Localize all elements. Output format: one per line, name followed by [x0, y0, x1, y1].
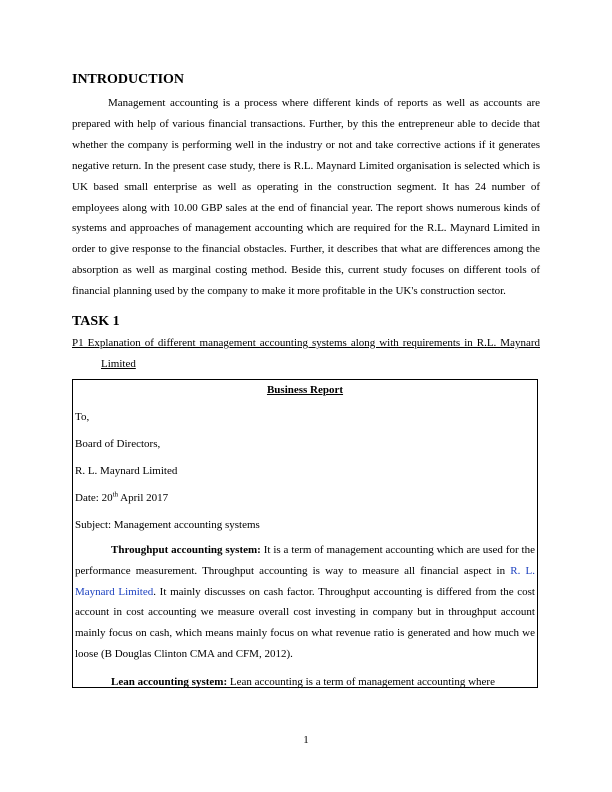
- task1-subheading: P1 Explanation of different management accounting systems along with requirements in R.L. Maynard Limited: [72, 337, 540, 371]
- introduction-paragraph: Management accounting is a process where different kinds of reports as well as accounts are prepared with help of various financial transactions. Further, by this the entrepreneur able to decide that whether the company is performing well in the industry or not and take corrective actions if it generates negative return. In the present case study, there is R.L. Maynard Limited organisation is selected which is UK based small enterprise as well as operating in the construction segment. It has 24 number of employees along with 10.00 GBP sales at the end of financial year. The report shows numerous kinds of systems and approaches of management accounting which are required for the R.L. Maynard Limited in order to give response to the financial obstacles. Further, it describes that what are differences among the absorption as well as marginal costing method. Beside this, current study focuses on different tools of financial planning used by the company to make it more profitable in the UK's construction sector.: [72, 97, 540, 298]
- report-recipient: Board of Directors,: [75, 438, 161, 451]
- report-to: To,: [75, 411, 90, 424]
- lean-text: Lean accounting is a term of management accounting where: [227, 675, 495, 688]
- report-subject: Subject: Management accounting systems: [75, 519, 260, 532]
- report-date-rest: April 2017: [118, 492, 169, 505]
- report-date-suffix: th: [112, 490, 119, 499]
- lean-paragraph: [75, 672, 535, 688]
- throughput-paragraph: [75, 540, 535, 665]
- throughput-text-a: It is a term of management accounting which are used for the performance measurement. Throughput accounting is way to measure all financial aspect in: [75, 544, 535, 577]
- report-date-prefix: Date: 20: [75, 492, 113, 505]
- page-content: [72, 70, 540, 688]
- report-company: R. L. Maynard Limited: [75, 465, 178, 478]
- introduction-heading: INTRODUCTION: [72, 72, 185, 87]
- lean-term: Lean accounting system:: [111, 675, 228, 688]
- company-link[interactable]: R. L. Maynard Limited: [75, 564, 535, 598]
- report-date: [75, 490, 535, 506]
- throughput-term: Throughput accounting system:: [111, 544, 261, 557]
- page-number: 1: [303, 734, 309, 746]
- throughput-text-b: . It mainly discusses on cash factor. Throughput accounting is differed from the cost account in cost accounting we measure overall cost investing in company but in throughput account mainly focus on cash, which means mainly focus on what revenue ratio is generated and how much we loose (B Douglas Clinton CMA and CFM, 2012).: [75, 585, 535, 661]
- business-report-box: [72, 379, 538, 688]
- report-title: Business Report: [266, 384, 344, 397]
- task1-heading: TASK 1: [72, 314, 120, 330]
